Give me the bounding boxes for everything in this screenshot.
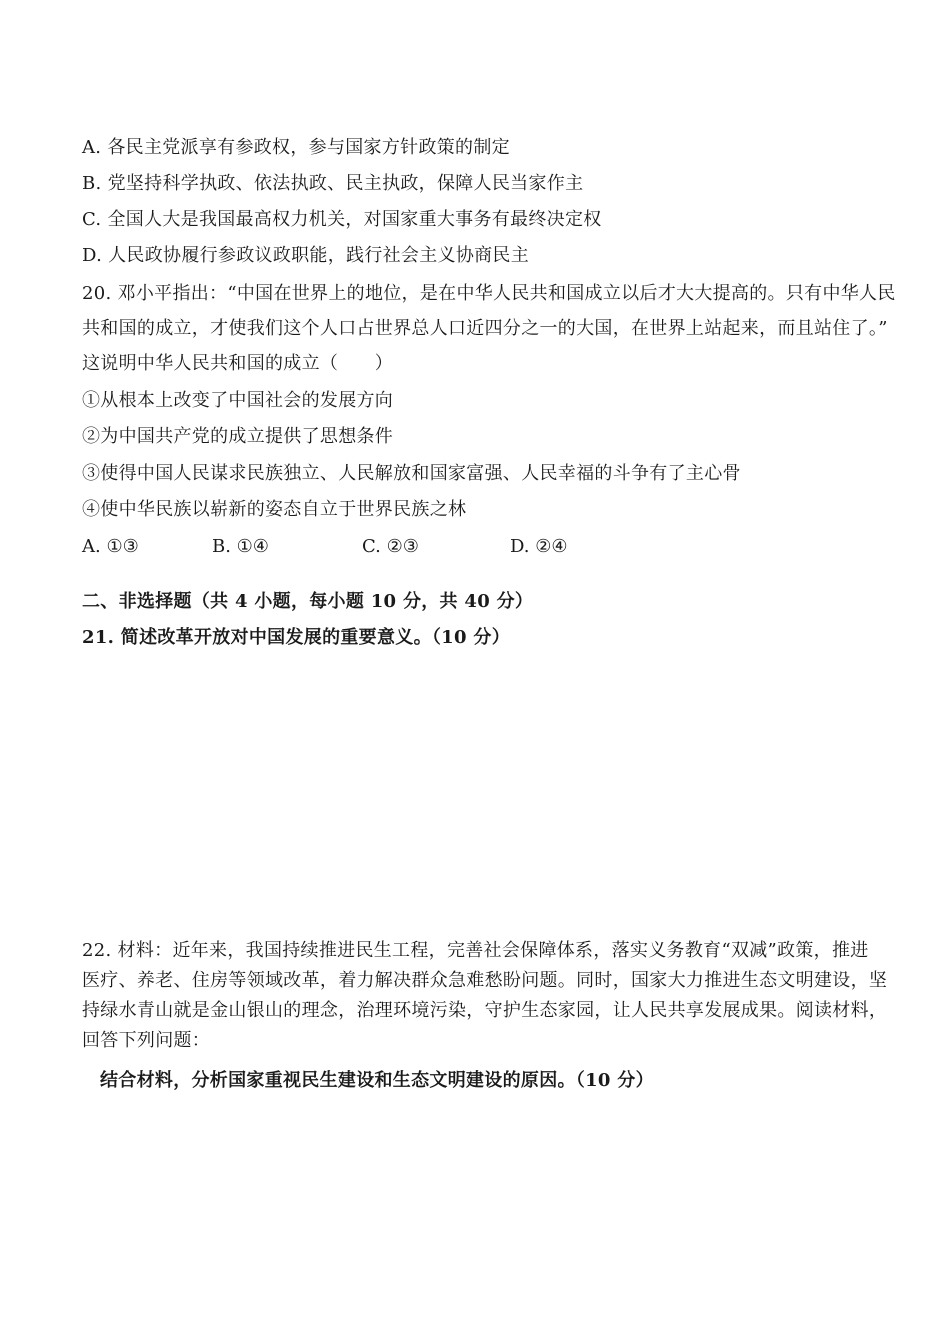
- q20-stem-line1: 20. 邓小平指出：“中国在世界上的地位，是在中华人民共和国成立以后才大大提高的。只有中华人民: [82, 283, 896, 304]
- q19-option-d: D. 人民政协履行参政议政职能，践行社会主义协商民主: [82, 245, 530, 266]
- q20-choice-c: C. ②③: [362, 536, 419, 557]
- q19-option-a: A. 各民主党派享有参政权，参与国家方针政策的制定: [82, 137, 510, 158]
- q20-item-4: ④使中华民族以崭新的姿态自立于世界民族之林: [82, 499, 467, 520]
- q19-option-b: B. 党坚持科学执政、依法执政、民主执政，保障人民当家作主: [82, 173, 584, 194]
- q20-item-3: ③使得中国人民谋求民族独立、人民解放和国家富强、人民幸福的斗争有了主心骨: [82, 463, 741, 484]
- q20-stem-line2: 共和国的成立，才使我们这个人口占世界总人口近四分之一的大国，在世界上站起来，而且站住了。”: [82, 318, 888, 339]
- q22-line4: 回答下列问题：: [82, 1030, 211, 1051]
- q22-task: 结合材料，分析国家重视民生建设和生态文明建设的原因。（10 分）: [100, 1070, 654, 1091]
- q20-choice-b: B. ①④: [212, 536, 269, 557]
- q22-line2: 医疗、养老、住房等领域改革，着力解决群众急难愁盼问题。同时，国家大力推进生态文明建设，坚: [82, 970, 888, 991]
- q20-choice-d: D. ②④: [510, 536, 568, 557]
- q20-item-2: ②为中国共产党的成立提供了思想条件: [82, 426, 394, 447]
- q20-item-1: ①从根本上改变了中国社会的发展方向: [82, 390, 394, 411]
- section-heading: 二、非选择题（共 4 小题，每小题 10 分，共 40 分）: [82, 591, 534, 612]
- q19-option-c: C. 全国人大是我国最高权力机关，对国家重大事务有最终决定权: [82, 209, 602, 230]
- q22-line3: 持绿水青山就是金山银山的理念，治理环境污染，守护生态家园，让人民共享发展成果。阅读材料，: [82, 1000, 888, 1021]
- q22-line1: 22. 材料：近年来，我国持续推进民生工程，完善社会保障体系，落实义务教育“双减”政策，推进: [82, 940, 869, 961]
- q20-stem-line3: 这说明中华人民共和国的成立（ ）: [82, 353, 394, 374]
- q20-choice-a: A. ①③: [82, 536, 139, 557]
- q21-text: 21. 简述改革开放对中国发展的重要意义。（10 分）: [82, 627, 510, 648]
